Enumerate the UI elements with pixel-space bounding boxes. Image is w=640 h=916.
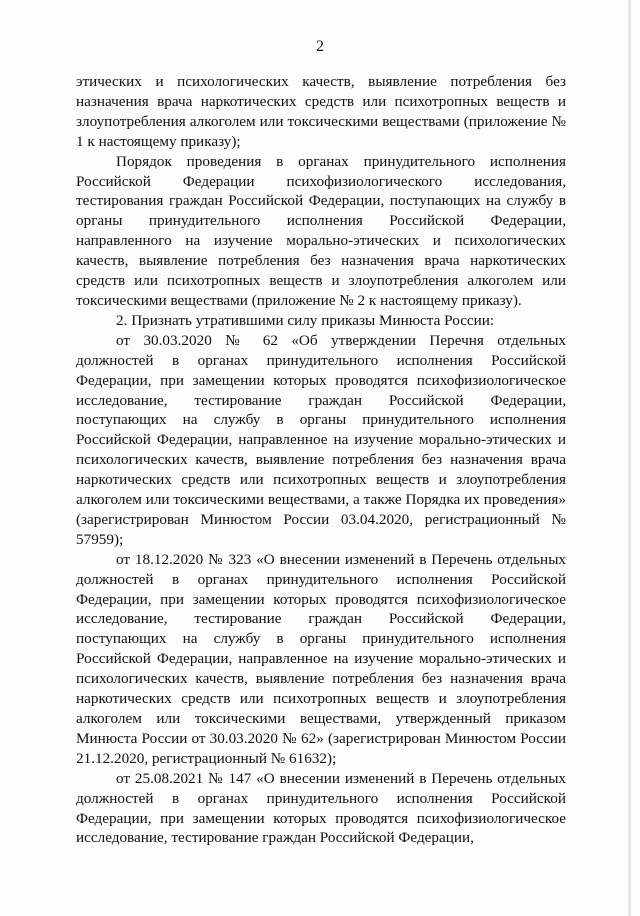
scan-edge-shadow (628, 0, 631, 916)
paragraph-repeal-orders-heading: 2. Признать утратившими силу приказы Минюста России: (116, 311, 495, 329)
paragraph-order-147: от 25.08.2021 № 147 «О внесении изменений в Перечень отдельных должностей в органах принудительного исполнения Российской Федерации, при замещении которых проводятся психофизиологическое исследование, тестирование граждан Российской Федерации, (76, 769, 566, 847)
paragraph-order-62: от 30.03.2020 № 62 «Об утверждении Перечня отдельных должностей в органах принудительного исполнения Российской Федерации, при замещении которых проводятся психофизиологическое исследование, тестирование граждан Российской Федерации, поступающих на службу в органы принудительного исполнения Российской Федерации, направленное на изучение морально-этических и психологических качеств, выявление потребления без назначения врача наркотических средств или психотропных веществ и злоупотребления алкоголем или токсическими веществами, а также Порядка их проведения» (зарегистрирован Минюстом России 03.04.2020, регистрационный № 57959); (76, 331, 566, 548)
paragraph-order-323: от 18.12.2020 № 323 «О внесении изменений в Перечень отдельных должностей в органах принудительного исполнения Российской Федерации, при замещении которых проводятся психофизиологическое исследование, тестирование граждан Российской Федерации, поступающих на службу в органы принудительного исполнения Российской Федерации, направленное на изучение морально-этических и психологических качеств, выявление потребления без назначения врача наркотических средств или психотропных веществ и злоупотребления алкоголем или токсическими веществами, утвержденный приказом Минюста России от 30.03.2020 № 62» (зарегистрирован Минюстом России 21.12.2020, регистрационный № 61632); (76, 550, 566, 767)
paragraph-procedure-appendix-2: Порядок проведения в органах принудительного исполнения Российской Федерации психофизиологического исследования, тестирования граждан Российской Федерации, поступающих на службу в органы принудительного исполнения Российской Федерации, направленного на изучение морально-этических и психологических качеств, выявление потребления без назначения врача наркотических средств или психотропных веществ и злоупотребления алкоголем или токсическими веществами (приложение № 2 к настоящему приказу). (76, 152, 566, 309)
document-body (76, 72, 566, 848)
page-number: 2 (316, 38, 324, 55)
paragraph-appendix-1-end: этических и психологических качеств, выявление потребления без назначения врача наркотических средств или психотропных веществ и злоупотребления алкоголем или токсическими веществами (приложение № 1 к настоящему приказу); (76, 73, 566, 150)
